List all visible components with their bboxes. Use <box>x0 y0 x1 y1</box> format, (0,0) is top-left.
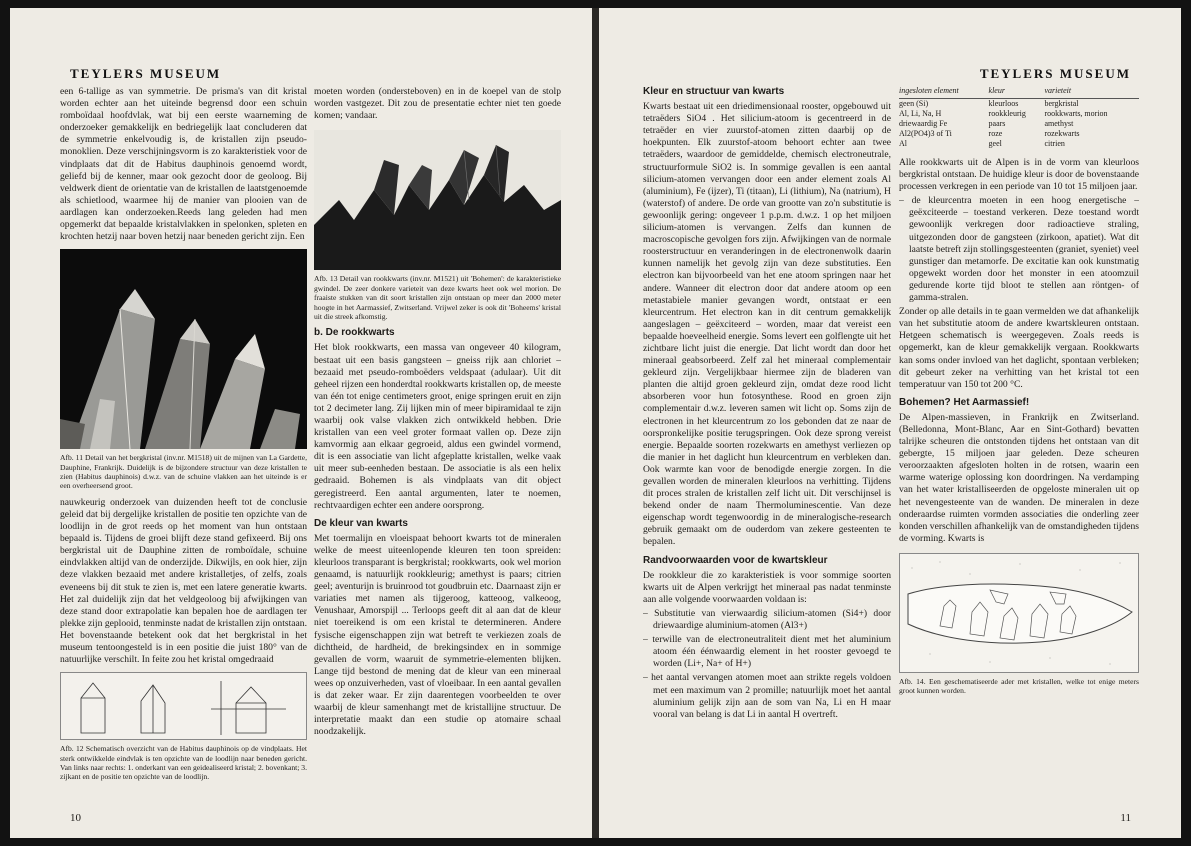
list-item: – het aantal vervangen atomen moet aan strikte regels voldoen met een maximum van 2 promille; natuurlijk moet het aantal aluminium gelijk zijn aan de som van Na, Li en H maar vooral van belang is dat Li in aantal H overtreft. <box>643 672 891 720</box>
publisher-logo <box>70 66 221 82</box>
crystal-vein-schematic <box>900 554 1138 672</box>
paragraph: moeten worden (ondersteboven) en in de koepel van de stolp worden vastgezet. Dit zou de presentatie echter niet ten goede komen; vandaar. <box>314 86 561 122</box>
paragraph: nauwkeurig onderzoek van duizenden heeft tot de conclusie geleid dat bij dergelijke kristallen de positie ten opzichte van de loodlijn in de grot reeds op het moment van hun ontstaan bepaald is. Tijdens de groei blijft deze stand gefixeerd. Bij ons bergkristal uit de Dauphine zitten de romboïdale, schuine eindvlakken altijd van de onderzijde. Dikwijls, en ook hier, zijn deze vlakken bezaaid met andere kristalletjes, of zelfs, zoals eveneens bij dit stuk te zien is, met een latere generatie kwarts. Het zal duidelijk zijn dat het veldgeoloog bij afwijkingen van deze stand door extrapolatie kan bepalen hoe de aardlagen ter plekke zijn geplooid, tenminste nadat de kristallen zijn ontstaan. Het bovenstaande betekent ook dat het bergkristal in het museum tentoongesteld is in een positie die juist 180° van de natuurlijke verschilt. In feite zou het kristal omgedraaid <box>60 496 307 666</box>
paragraph: De rookkleur die zo karakteristiek is voor sommige soorten kwarts uit de Alpen verkrijgt het mineraal pas nadat tenminste aan alle volgende voorwaarden voldaan is: <box>643 569 891 605</box>
list-item: – Substitutie van vierwaardig silicium-atomen (Si4+) door driewaardige aluminium-atomen (Al3+) <box>643 607 891 632</box>
right-column-1 <box>643 86 891 801</box>
table-row <box>899 99 1139 110</box>
list-item: – de kleurcentra moeten in een hoog energetische – geëxciteerde – toestand verkeren. Deze toestand wordt gewoonlijk verkregen door radioactieve straling, uitgezonden door de gangsteen (zirkoon, apatiet). Wat dit laatste betreft zijn stollingsgesteenten (graniet, syeniet) veel gunstiger dan metamorfe. De excitatie kan ook kunstmatig opgewekt worden door het monster in een atoomzuil gedurende korte tijd bloot te stellen aan röntgen- of gamma-stralen. <box>899 195 1139 304</box>
right-page <box>599 8 1181 838</box>
conditions-list-continued <box>899 195 1139 304</box>
publisher-name: TEYLERS MUSEUM <box>979 66 1131 81</box>
table-cell: kleurloos <box>988 99 1019 108</box>
figure-14-caption: Afb. 14. Een geschematiseerde ader met kristallen, welke tot enige meters groot kunnen worden. <box>899 676 1139 696</box>
table-cell: Al <box>899 139 907 148</box>
left-column-1 <box>60 86 307 801</box>
left-column-2 <box>314 86 561 801</box>
figure-14-diagram <box>899 553 1139 673</box>
figure-11-photo <box>60 249 307 449</box>
section-heading: Bohemen? Het Aarmassief! <box>899 396 1030 408</box>
table-cell: geel <box>988 139 1002 148</box>
smoky-quartz-image <box>314 130 561 270</box>
figure-12-diagram <box>60 672 307 740</box>
right-column-2 <box>899 86 1139 801</box>
table-cell: rozekwarts <box>1044 129 1080 138</box>
paragraph: Het blok rookkwarts, een massa van ongeveer 40 kilogram, bestaat uit een basis gangsteen – gneiss rijk aan chloriet – bezaaid met pseudo-romboëders veldspaat (adulaar). Uit dit geheel rijzen een honderdtal rookkwarts kristallen op, de meeste van één tot enige centimeters groot, enige springen eruit en zijn tot 2 decimeter lang. Zij lijken min of meer bipiramidaal te zijn waarbij ook valse vlakken zich ontwikkeld hebben. Drie kristallen van een veel groter formaat vallen op. Deze zijn kamvormig aan elkaar gegroeid, aldus een gwindel vormend, dit is een associatie van licht afgeplatte kristallen, welke vaak uit meer sub-eenheden bestaan. De associatie is als een helix gedraaid. Bohemen is als vindplaats van dit object geregistreerd. Een aantal argumenten, later te noemen, rechtvaardigen echter een andere oorsprong. <box>314 342 561 511</box>
color-table <box>899 86 1139 149</box>
table-header-row <box>899 86 1139 99</box>
table-cell: bergkristal <box>1044 99 1079 108</box>
table-cell: paars <box>988 119 1006 128</box>
paragraph: Met toermalijn en vloeispaat behoort kwarts tot de mineralen welke de meest uiteenlopende kleuren ten toon spreiden: kleurloos transparant is bergkristal; rookkwarts, ook wel morion genaamd, is natuurlijk rookkleurig; amethyst is paars; citrien geel; aventurijn is bruinrood tot goudbruin etc. Daarnaast zijn er variaties met namen als tijgeroog, katteoog, valkeoog, Venushaar, Amorspijl ... Terloops geeft dit al aan dat de kleur niet toereikend is om een kristal te determineren. Andere fysische eigenschappen zijn wat betreft te verkiezen zoals de dichtheid, de hardheid, de brekingsindex en in sommige gevallen de vorm, waaruit de symmetrie-elementen blijken. Lange tijd bestond de mening dat de kleur van een mineraal wees op onzuiverheden, vast of vloeibaar. In een aantal gevallen is dat zeker waar. Er zijn daarentegen voorbeelden te over waarbij de kleur samenhangt met de kristallijne structuur. De interpretatie maakt dan een studie op atomaire schaal noodzakelijk. <box>314 532 561 738</box>
column-header: ingesloten element <box>899 86 989 99</box>
table-cell: Al, Li, Na, H <box>899 109 942 118</box>
paragraph: Zonder op alle details in te gaan vermelden we dat afhankelijk van het substitutie atoom de andere kwartskleuren ontstaan. Hetgeen schematisch is weergegeven. Zoals reeds is opgemerkt, kan de kleur gemakkelijk vergaan. Rookkwarts kan soms onder invloed van het daglicht, spontaan verbleken; dit gebeurt zeker na verhitting van het kristal tot een temperatuur van 150 tot 200 °C. <box>899 306 1139 390</box>
rock-crystal-image <box>60 249 307 449</box>
table-row <box>899 139 1139 149</box>
figure-13-photo <box>314 130 561 270</box>
table-cell: Al2(PO4)3 of Ti <box>899 129 952 138</box>
figure-12-caption: Afb. 12 Schematisch overzicht van de Habitus dauphinois op de vindplaats. Het sterk ontwikkelde eindvlak is ten opzichte van de loodlijn naar beneden gericht. Van links naar rechts: 1. onderkant van een geidealiseerd kristal; 2. bovenkant; 3. zijkant en de positie ten opzichte van de loodlijn. <box>60 744 307 782</box>
paragraph: Alle rookkwarts uit de Alpen is in de vorm van kleurloos bergkristal ontstaan. De huidige kleur is door de bovenstaande processen verkregen in een periode van 10 tot 15 miljoen jaar. <box>899 157 1139 193</box>
conditions-list <box>643 608 891 721</box>
section-heading: Kleur en structuur van kwarts <box>643 86 785 97</box>
section-heading: De kleur van kwarts <box>314 517 408 529</box>
list-item: – terwille van de electroneutraliteit dient met het aluminium atoom één éénwaardig element in het rooster gevoegd te worden (Li+, Na+ of H+) <box>643 634 891 670</box>
table-cell: rookkwarts, morion <box>1044 109 1108 118</box>
paragraph: De Alpen-massieven, in Frankrijk en Zwitserland. (Belledonna, Mont-Blanc, Aar en Sint-Gothard) bevatten talrijke scheuren die ontstonden tijdens het ontstaan van dit gebergte, 15 miljoen jaar geleden. Deze scheuren veroorzaakten afgesloten holten in de rotsen, waarin een warme waterige oplossing kon doordringen. Na verdamping van het water kristalliseerden de opgeloste mineralen uit op het nevengesteente van de wanden. De mineralen in deze onderaardse ruimten vormden associaties die onderling zeer konden verschillen afhankelijk van de omstandigheden tijdens de vorming. Kwarts is <box>899 411 1139 544</box>
table-cell: citrien <box>1044 139 1065 148</box>
publisher-logo <box>980 66 1131 82</box>
table-cell: geen (Si) <box>899 99 929 108</box>
table-row <box>899 109 1139 119</box>
crystal-schematic <box>61 673 306 739</box>
table-cell: amethyst <box>1044 119 1074 128</box>
column-header: kleur <box>989 86 1045 99</box>
column-header: varieteit <box>1044 86 1139 99</box>
page-number: 10 <box>70 812 81 824</box>
paragraph: Kwarts bestaat uit een driedimensionaal rooster, opgebouwd uit tetraëders SiO4 . Het silicium-atoom is gecentreerd in de tetraëder en vier zuurstof-atomen zitten daarbij op de hoekpunten. Elk zuurstof-atoom behoort echter aan twee tetraëders, waardoor de gemiddelde, chemisch electroneutrale, structuurformule SiO2 is. In sommige gevallen is een aantal silicium-atomen vervangen door een ander element zoals Al (aluminium), Fe (ijzer), Ti (titaan), Li (lithium), Na (natrium), H (waterstof) of andere. De orde van grootte van zo'n substitutie is gewoonlijk gering: ongeveer 1 p.p.m. d.w.z. 1 op het miljoen silicium-atomen is vervangen. Zelfs dan kunnen de macroscopische gevolgen fors zijn. Afwijkingen van de normale roosterstructuur en veranderingen in de electronenwolk daarin kunnen namelijk het gevolg zijn van deze substituties. Een electron kan bijvoorbeeld van het ene atoom springen naar het andere. Wanneer dit electron door dat andere atoom op een metastabiele manier gevangen wordt, ontstaat er een kleurcentrum. Het electron kan in dit centrum gemakkelijk aangeslagen – geëxciteerd – worden, maar dat vereist een bepaalde hoeveelheid energie. Soms levert een golflengte uit het zichtbare licht juist die energie. Dat licht wordt dan door het mineraal geabsorbeerd. Zelf zal het mineraal complementair gekleurd zijn. Vergelijkbaar hiermee zijn de bladeren van planten die altijd groen gekleurd zijn, omdat deze rood licht absorberen voor hun fotosynthese. Rood en groen zijn complementair d.w.z. leveren samen wit licht op. Soms zijn de electronen in het kleurcentrum zo los gebonden dat ze naar de oorspronkelijke positie terugspringen. Ook deze sprong vereist energie. Bepaalde soorten rozekwarts en amethyst verliezen op die manier in het daglicht hun kleurcentrum en verbleken dan. Ook warmte kan voor de benodigde energie zorgen. In die gevallen worden de mineralen kleurloos na verhitting. Tijdens dit proces stralen de kristallen zelf licht uit. Dit verschijnsel is bekend onder de naam Thermoluminescentie. Van deze eigenschap wordt tegenwoordig in de mineralogische-research gebruik gemaakt om de ouderdom van zekere gesteenten te bepalen. <box>643 101 891 548</box>
section-heading: b. De rookkwarts <box>314 327 395 339</box>
book-gutter <box>592 8 599 838</box>
figure-13-caption: Afb. 13 Detail van rookkwarts (inv.nr. M1521) uit 'Bohemen': de karakteristieke gwindel. De zeer donkere varieteit van deze kwarts heet ook wel morion. De fraaiste stukken van dit soort kristallen zijn ontstaan op meer dan 2000 meter hoogte in het Aarmassief, Zwitserland. Vrijwel zeker is ook dit 'Boheems' kristal uit die streek afkomstig. <box>314 274 561 321</box>
table-row <box>899 129 1139 139</box>
left-page <box>10 8 592 838</box>
publisher-name: TEYLERS MUSEUM <box>70 66 222 81</box>
page-number: 11 <box>1120 812 1131 824</box>
section-heading: Randvoorwaarden voor de kwartskleur <box>643 554 828 566</box>
table-cell: driewaardig Fe <box>899 119 948 128</box>
table-row <box>899 119 1139 129</box>
figure-11-caption: Afb. 11 Detail van het bergkristal (inv.nr. M1518) uit de mijnen van La Gardette, Dauphine, Frankrijk. Duidelijk is de bijzondere structuur van deze kristallen te zien (Habitus dauphinois) d.w.z. van de schuine vlakken aan het uiteinde is er een overheersend groot. <box>60 453 307 491</box>
table-cell: rookkleurig <box>988 109 1026 118</box>
paragraph: een 6-tallige as van symmetrie. De prisma's van dit kristal worden echter aan het uiteinde begrensd door een schuin romboïdaal hoofdvlak, wat bij een eerste waarneming de onderzoeker gemakkelijk en bedriegelijk laat concluderen dat de symmetrie enkelvoudig is, de kristallen zijn pseudo-monoklien. Deze verschijningsvorm is zo karakteristiek voor de vindplaats dat dit de Habitus dauphinois genoemd wordt, geliefd bij de kenner, maar ook gezocht door de geoloog. Bij veldwerk dient de orientatie van de kristallen de laatstgenoemde als schietlood, waarmee hij de manier van plooien van de aardlagen kan onderzoeken.Reeds lang geleden had men opgemerkt dat bepaalde kristalvlakken in spelonken, spleten en krochten hetzij naar boven hetzij naar beneden gericht zijn. Een <box>60 86 307 243</box>
table-cell: roze <box>988 129 1003 138</box>
